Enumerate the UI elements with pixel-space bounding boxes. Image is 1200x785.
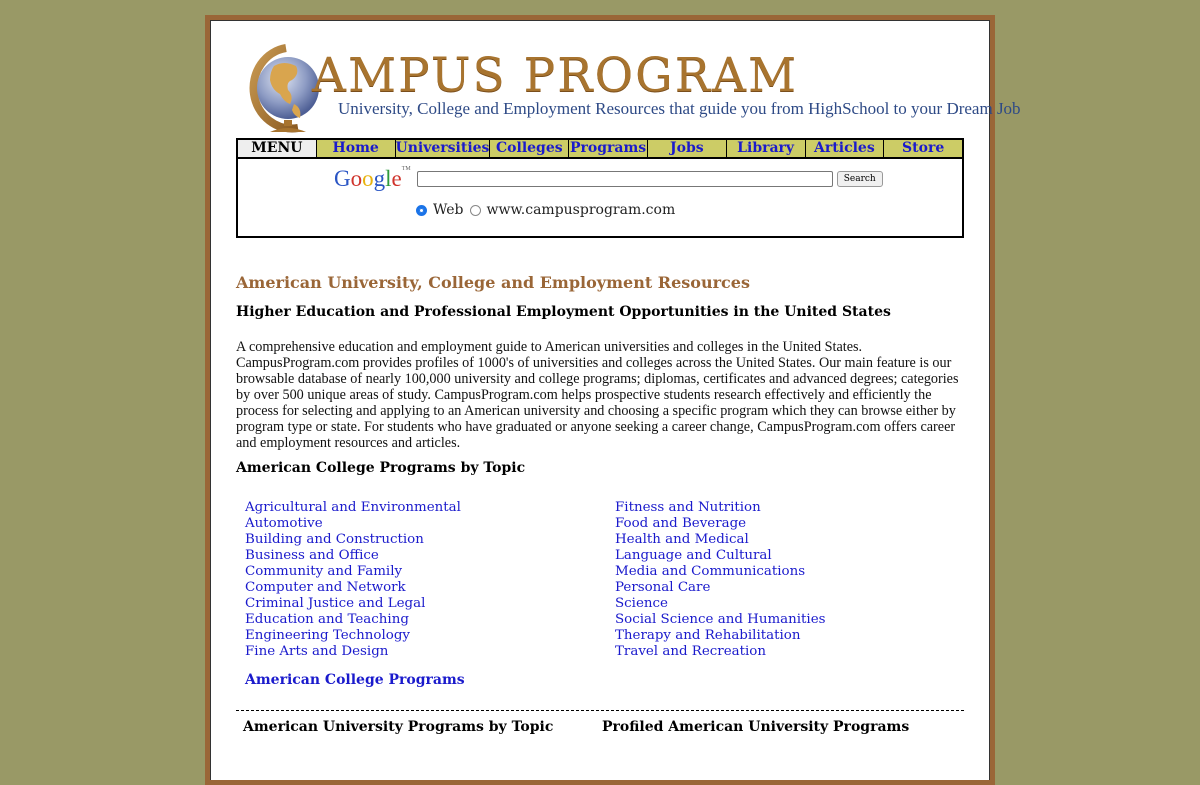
topic-link[interactable]: Engineering Technology [245, 628, 410, 643]
main-menu [238, 140, 962, 159]
topic-link[interactable]: Therapy and Rehabilitation [615, 628, 801, 643]
radio-site-label[interactable]: www.campusprogram.com [486, 202, 676, 218]
google-logo: Google™ [334, 166, 411, 191]
menu-search-box [236, 138, 964, 238]
topic-link[interactable]: Community and Family [245, 564, 403, 579]
search-button[interactable]: Search [837, 171, 883, 187]
college-topics-right [615, 500, 826, 660]
topic-link[interactable]: Agricultural and Environmental [245, 500, 461, 515]
college-topics-heading: American College Programs by Topic [236, 460, 526, 476]
topic-link[interactable]: Health and Medical [615, 532, 749, 547]
topic-link[interactable]: Criminal Justice and Legal [245, 596, 426, 611]
university-topics-heading: American University Programs by Topic [243, 719, 554, 735]
topic-link[interactable]: Fitness and Nutrition [615, 500, 761, 515]
topic-link[interactable]: Science [615, 596, 668, 611]
menu-item-programs[interactable]: Programs [569, 140, 647, 156]
college-programs-link[interactable]: American College Programs [245, 672, 465, 688]
topic-link[interactable]: Education and Teaching [245, 612, 409, 627]
menu-item-colleges[interactable]: Colleges [489, 140, 568, 157]
menu-item-jobs[interactable]: Jobs [647, 140, 726, 157]
topic-link[interactable]: Language and Cultural [615, 548, 772, 563]
menu-item-universities[interactable]: Universities [395, 140, 490, 156]
section-divider [236, 710, 964, 711]
intro-paragraph: A comprehensive education and employment guide to American universities and colleges in the United States. CampusProgram.com provides profiles of 1000's of universities and colleges across the United States. Our main feature is our browsable database of nearly 100,000 university and college programs; diplomas, certificates and advanced degrees; categories by over 500 unique areas of study. CampusProgram.com helps prospective students research effectively and efficiently the process for selecting and applying to an American university and choosing a specific program which they can browse either by program type or state. For students who have graduated or anyone seeking a career change, CampusProgram.com offers career and employment resources and articles. [236, 339, 959, 451]
page-subheading: Higher Education and Professional Employment Opportunities in the United States [236, 304, 891, 320]
menu-item-library[interactable]: Library [726, 140, 805, 157]
menu-item-articles[interactable]: Articles [805, 140, 884, 157]
topic-link[interactable]: Social Science and Humanities [615, 612, 826, 627]
profiled-programs-heading: Profiled American University Programs [602, 719, 910, 735]
menu-item-store[interactable]: Store [883, 140, 962, 157]
radio-web[interactable] [416, 205, 427, 216]
radio-site[interactable] [470, 205, 481, 216]
menu-label: MENU [238, 140, 316, 157]
search-row [334, 166, 883, 192]
menu-item-home[interactable]: Home [316, 140, 395, 157]
topic-link[interactable]: Building and Construction [245, 532, 424, 547]
topic-link[interactable]: Computer and Network [245, 580, 406, 595]
topic-link[interactable]: Business and Office [245, 548, 379, 563]
logo-title: AMPUS PROGRAM [312, 48, 799, 103]
search-scope [416, 202, 681, 218]
topic-link[interactable]: Travel and Recreation [615, 644, 766, 659]
logo-tagline: University, College and Employment Resources that guide you from HighSchool to your Dream Job [338, 99, 1021, 118]
site-logo[interactable] [246, 44, 1021, 134]
topic-link[interactable]: Automotive [245, 516, 323, 531]
topic-link[interactable]: Media and Communications [615, 564, 806, 579]
page-frame [205, 15, 1021, 785]
page-heading: American University, College and Employment Resources [236, 273, 750, 292]
topic-link[interactable]: Fine Arts and Design [245, 644, 389, 659]
radio-web-label[interactable]: Web [433, 202, 464, 218]
topic-link[interactable]: Food and Beverage [615, 516, 747, 531]
search-input[interactable] [417, 171, 833, 187]
college-topics-left [245, 500, 461, 660]
topic-link[interactable]: Personal Care [615, 580, 711, 595]
